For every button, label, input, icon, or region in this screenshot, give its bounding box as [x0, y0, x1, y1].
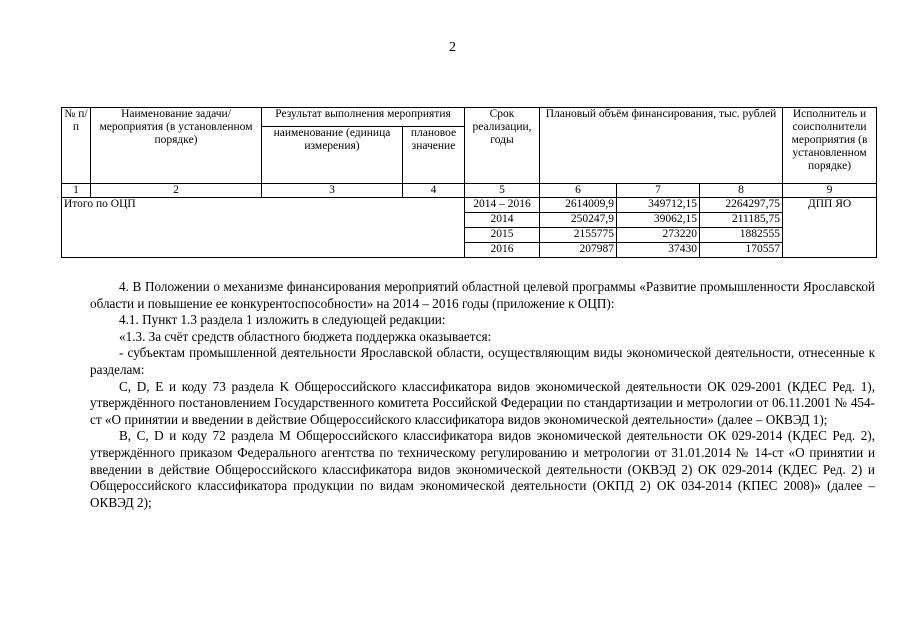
- header-result-plan: плановое значение: [403, 127, 465, 184]
- col-number: 3: [262, 184, 403, 198]
- row-term: 2015: [465, 228, 540, 243]
- row-term: 2014 – 2016: [465, 198, 540, 213]
- row-term: 2016: [465, 243, 540, 258]
- col-number: 1: [62, 184, 91, 198]
- header-name: Наименование задачи/мероприятия (в установленном порядке): [91, 108, 262, 184]
- header-funding: Плановый объём финансирования, тыс. рублей: [540, 108, 783, 184]
- col-number: 8: [700, 184, 783, 198]
- row-total: 2155775: [540, 228, 617, 243]
- paragraph: 4. В Положении о механизме финансирования мероприятий областной целевой программы «Развитие промышленности Ярославской области и повышение ее конкурентоспособности» на 2014 – 2016 годы (приложение к ОЦП):: [90, 279, 875, 311]
- header-num: № п/п: [62, 108, 91, 184]
- row-col8: 1882555: [700, 228, 783, 243]
- row-total: 207987: [540, 243, 617, 258]
- row-col8: 2264297,75: [700, 198, 783, 213]
- col-number: 9: [783, 184, 877, 198]
- paragraph: «1.3. За счёт средств областного бюджета поддержка оказывается:: [119, 328, 492, 344]
- col-number: 6: [540, 184, 617, 198]
- row-total: 250247,9: [540, 213, 617, 228]
- col-number: 4: [403, 184, 465, 198]
- total-label: Итого по ОЦП: [62, 198, 465, 258]
- row-col7: 37430: [617, 243, 700, 258]
- header-result: Результат выполнения мероприятия: [262, 108, 465, 127]
- col-number: 7: [617, 184, 700, 198]
- row-col7: 349712,15: [617, 198, 700, 213]
- header-term: Срок реализации, годы: [465, 108, 540, 184]
- row-col8: 211185,75: [700, 213, 783, 228]
- row-term: 2014: [465, 213, 540, 228]
- document-body: [90, 279, 875, 511]
- paragraph: C, D, E и коду 73 раздела K Общероссийского классификатора видов экономической деятельности ОК 029-2001 (КДЕС Ред. 1), утверждённого постановлением Государственного комитета Российской Федерации по стандартизации и метрологии от 06.11.2001 № 454-ст «О принятии и введении в действие Общероссийского классификатора видов экономической деятельности» (далее – ОКВЭД 1);: [90, 378, 875, 427]
- page-number: 2: [449, 40, 456, 55]
- executor-value: ДПП ЯО: [783, 198, 877, 258]
- col-number: 5: [465, 184, 540, 198]
- financing-table: [61, 107, 877, 258]
- table-row: [62, 198, 877, 213]
- header-executor: Исполнитель и соисполнители мероприятия (в установленном порядке): [783, 108, 877, 184]
- col-number: 2: [91, 184, 262, 198]
- paragraph: - субъектам промышленной деятельности Ярославской области, осуществляющим виды экономической деятельности, отнесенные к разделам:: [90, 345, 875, 377]
- row-col8: 170557: [700, 243, 783, 258]
- row-total: 2614009,9: [540, 198, 617, 213]
- header-result-name: наименование (единица измерения): [262, 127, 403, 184]
- row-col7: 39062,15: [617, 213, 700, 228]
- row-col7: 273220: [617, 228, 700, 243]
- paragraph: 4.1. Пункт 1.3 раздела 1 изложить в следующей редакции:: [119, 312, 446, 328]
- paragraph: B, C, D и коду 72 раздела M Общероссийского классификатора видов экономической деятельности ОК 029-2014 (КДЕС Ред. 2), утверждённого приказом Федерального агентства по техническому регулированию и метрологии от 31.01.2014 № 14-ст «О принятии и введении в действие Общероссийского классификатора видов экономической деятельности (ОКВЭД 2) ОК 029-2014 (КДЕС Ред. 2) и Общероссийского классификатора продукции по видам экономической деятельности (ОКПД 2) ОК 034-2014 (КПЕС 2008)» (далее – ОКВЭД 2);: [90, 428, 875, 510]
